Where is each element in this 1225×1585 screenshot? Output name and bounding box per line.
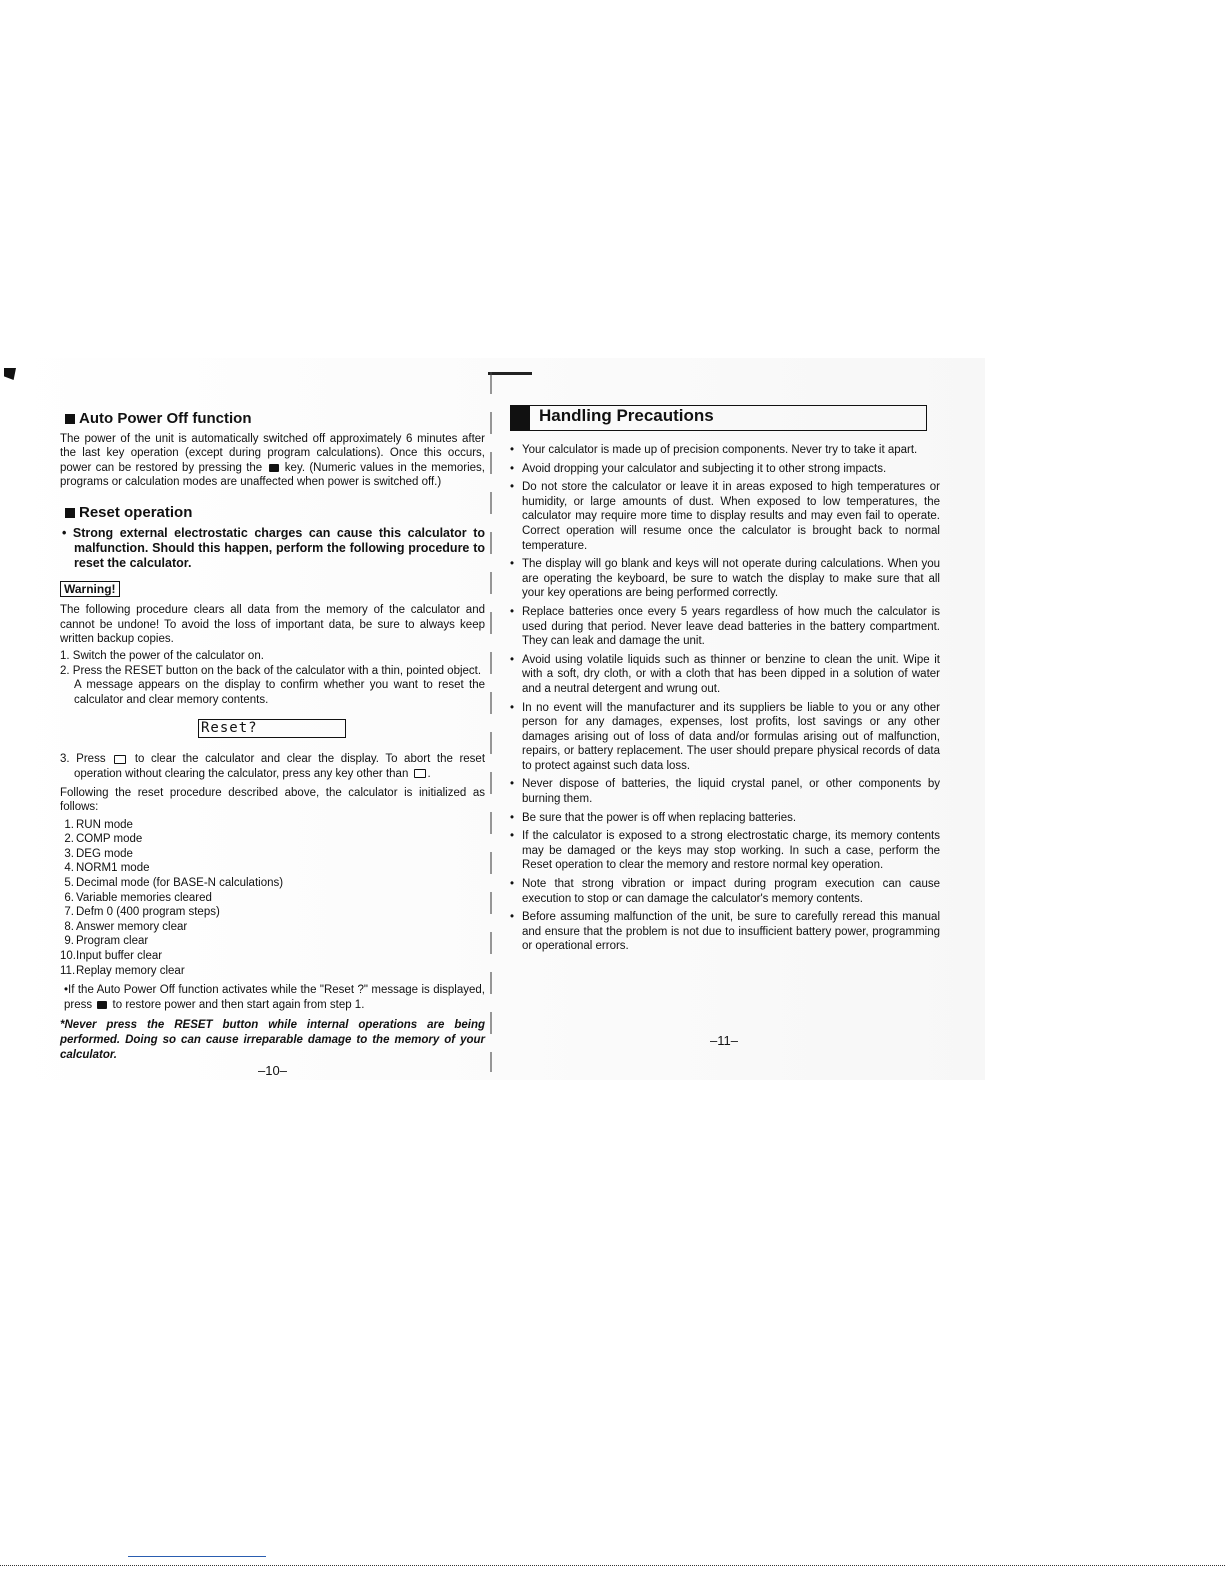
- warning-label: Warning!: [60, 581, 120, 598]
- auto-power-title: Auto Power Off function: [79, 410, 252, 427]
- square-bullet-icon: [65, 414, 75, 424]
- handling-header: [510, 405, 927, 431]
- exe-key-icon: [114, 755, 126, 764]
- init-list: [60, 818, 485, 979]
- exe-key-icon: [414, 769, 426, 778]
- list-item: • Before assuming malfunction of the unit, be sure to carefully reread this manual and ensure that the problem is not due to insufficient battery power, programming or operational errors.: [510, 910, 940, 954]
- reset-steps-cont: [60, 752, 485, 781]
- footer-link-underline: [128, 1556, 266, 1557]
- ac-key-icon: [269, 464, 279, 472]
- list-item: • Note that strong vibration or impact during program execution can cause execution to stop or can damage the calculator's memory contents.: [510, 877, 940, 906]
- list-item: 9. Program clear: [64, 935, 149, 948]
- list-item: 7. Defm 0 (400 program steps): [64, 906, 220, 919]
- page-number-right: –11–: [710, 1033, 738, 1048]
- list-item: • Replace batteries once every 5 years regardless of how much the calculator is used during that period. Never leave dead batteries in the battery compartment. They can leak and damage the unit.: [510, 605, 940, 649]
- list-item: • Your calculator is made up of precision components. Never try to take it apart.: [510, 443, 940, 458]
- binding-line: [490, 372, 492, 1072]
- list-item: • The display will go blank and keys will not operate during calculations. When you are operating the keyboard, be sure to watch the display to make sure that all your key operations are being performed correctly.: [510, 557, 940, 601]
- footer-dotted-line: [0, 1565, 1225, 1566]
- auto-power-body-a: The power of the unit is automatically switched off approximately 6 minutes after the last key operation (except during program calculations). Once this occurs, power can be restored by pressing the: [60, 432, 485, 474]
- list-item: 1. RUN mode: [64, 818, 133, 831]
- step-3: [60, 752, 485, 781]
- list-item: 10. Input buffer clear: [60, 950, 163, 963]
- list-item: • If the calculator is exposed to a strong electrostatic charge, its memory contents may be damaged or the keys may stop working. In such a case, perform the Reset operation to clear the memory and restore normal key operation.: [510, 829, 940, 873]
- list-item: • Be sure that the power is off when replacing batteries.: [510, 811, 940, 826]
- page-number-left: –10–: [258, 1063, 287, 1079]
- reset-lead: • Strong external electrostatic charges can cause this calculator to malfunction. Should this happen, perform the following procedure to reset the calculator.: [62, 525, 485, 570]
- left-page: [60, 412, 485, 1079]
- list-item: 8. Answer memory clear: [64, 920, 188, 933]
- auto-power-body-b: key. (Numeric values in the memories, programs or calculation modes are unaffected when power is switched off.): [60, 461, 485, 489]
- list-item: • In no event will the manufacturer and its suppliers be liable to you or any other person for any damages, expenses, lost profits, lost savings or any other damages arising out of loss of data and/or formulas arising out of malfunction, repairs, or battery replacement. The user should prepare physical records of data to protect against such data loss.: [510, 701, 940, 774]
- list-item: 3. DEG mode: [64, 847, 133, 860]
- reset-steps: [60, 649, 485, 707]
- note-b: to restore power and then start again from step 1.: [112, 998, 365, 1011]
- precautions-list: [510, 443, 940, 954]
- step-3-a: 3. Press: [60, 753, 106, 766]
- right-page: [510, 405, 940, 958]
- step-1: 1. Switch the power of the calculator on.: [60, 649, 264, 662]
- ac-key-icon: [97, 1001, 107, 1009]
- auto-power-body: [60, 432, 485, 490]
- auto-power-note: [60, 983, 485, 1012]
- step-3-b: to clear the calculator and clear the display. To abort the reset operation without clearing the calculator, press any key other than: [74, 753, 486, 780]
- reset-heading: [65, 503, 485, 521]
- list-item: • Never dispose of batteries, the liquid crystal panel, or other components by burning them.: [510, 777, 940, 806]
- step-3-c: .: [427, 767, 431, 780]
- never-press-warning: *Never press the RESET button while internal operations are being performed. Doing so can cause irreparable damage to the memory of your calculator.: [60, 1019, 485, 1061]
- following-text: Following the reset procedure described above, the calculator is initialized as follows:: [60, 786, 485, 814]
- header-block-icon: [510, 405, 530, 431]
- step-2-detail: A message appears on the display to confirm whether you want to reset the calculator and clear memory contents.: [74, 679, 485, 706]
- auto-power-heading: [65, 412, 485, 427]
- list-item: 5. Decimal mode (for BASE-N calculations): [64, 877, 284, 890]
- binding-top-mark: [488, 372, 532, 375]
- list-item: • Do not store the calculator or leave it in areas exposed to high temperatures or humidity, or large amounts of dust. When exposed to low temperatures, the calculator may require more time to display results and may even fail to operate. Correct operation will resume once the calculator is brought back to normal temperature.: [510, 480, 940, 553]
- reset-title: Reset operation: [79, 503, 193, 521]
- square-bullet-icon: [65, 508, 75, 518]
- reset-display: Reset?: [198, 719, 346, 738]
- warning-text: The following procedure clears all data from the memory of the calculator and cannot be undone! To avoid the loss of important data, be sure to always keep written backup copies.: [60, 604, 485, 646]
- list-item: • Avoid dropping your calculator and subjecting it to other strong impacts.: [510, 462, 940, 477]
- note-a: •If the Auto Power Off function activates while the "Reset ?" message is displayed, press: [64, 984, 485, 1011]
- handling-title: Handling Precautions: [539, 406, 714, 425]
- step-2: 2. Press the RESET button on the back of the calculator with a thin, pointed object.: [60, 664, 482, 677]
- list-item: 4. NORM1 mode: [64, 862, 150, 875]
- list-item: 11. Replay memory clear: [60, 964, 185, 977]
- list-item: 2. COMP mode: [64, 833, 143, 846]
- list-item: • Avoid using volatile liquids such as thinner or benzine to clean the unit. Wipe it with a soft, dry cloth, or with a cloth that has been dipped in a solution of water and a neutral detergent and wrung out.: [510, 653, 940, 697]
- list-item: 6. Variable memories cleared: [64, 891, 212, 904]
